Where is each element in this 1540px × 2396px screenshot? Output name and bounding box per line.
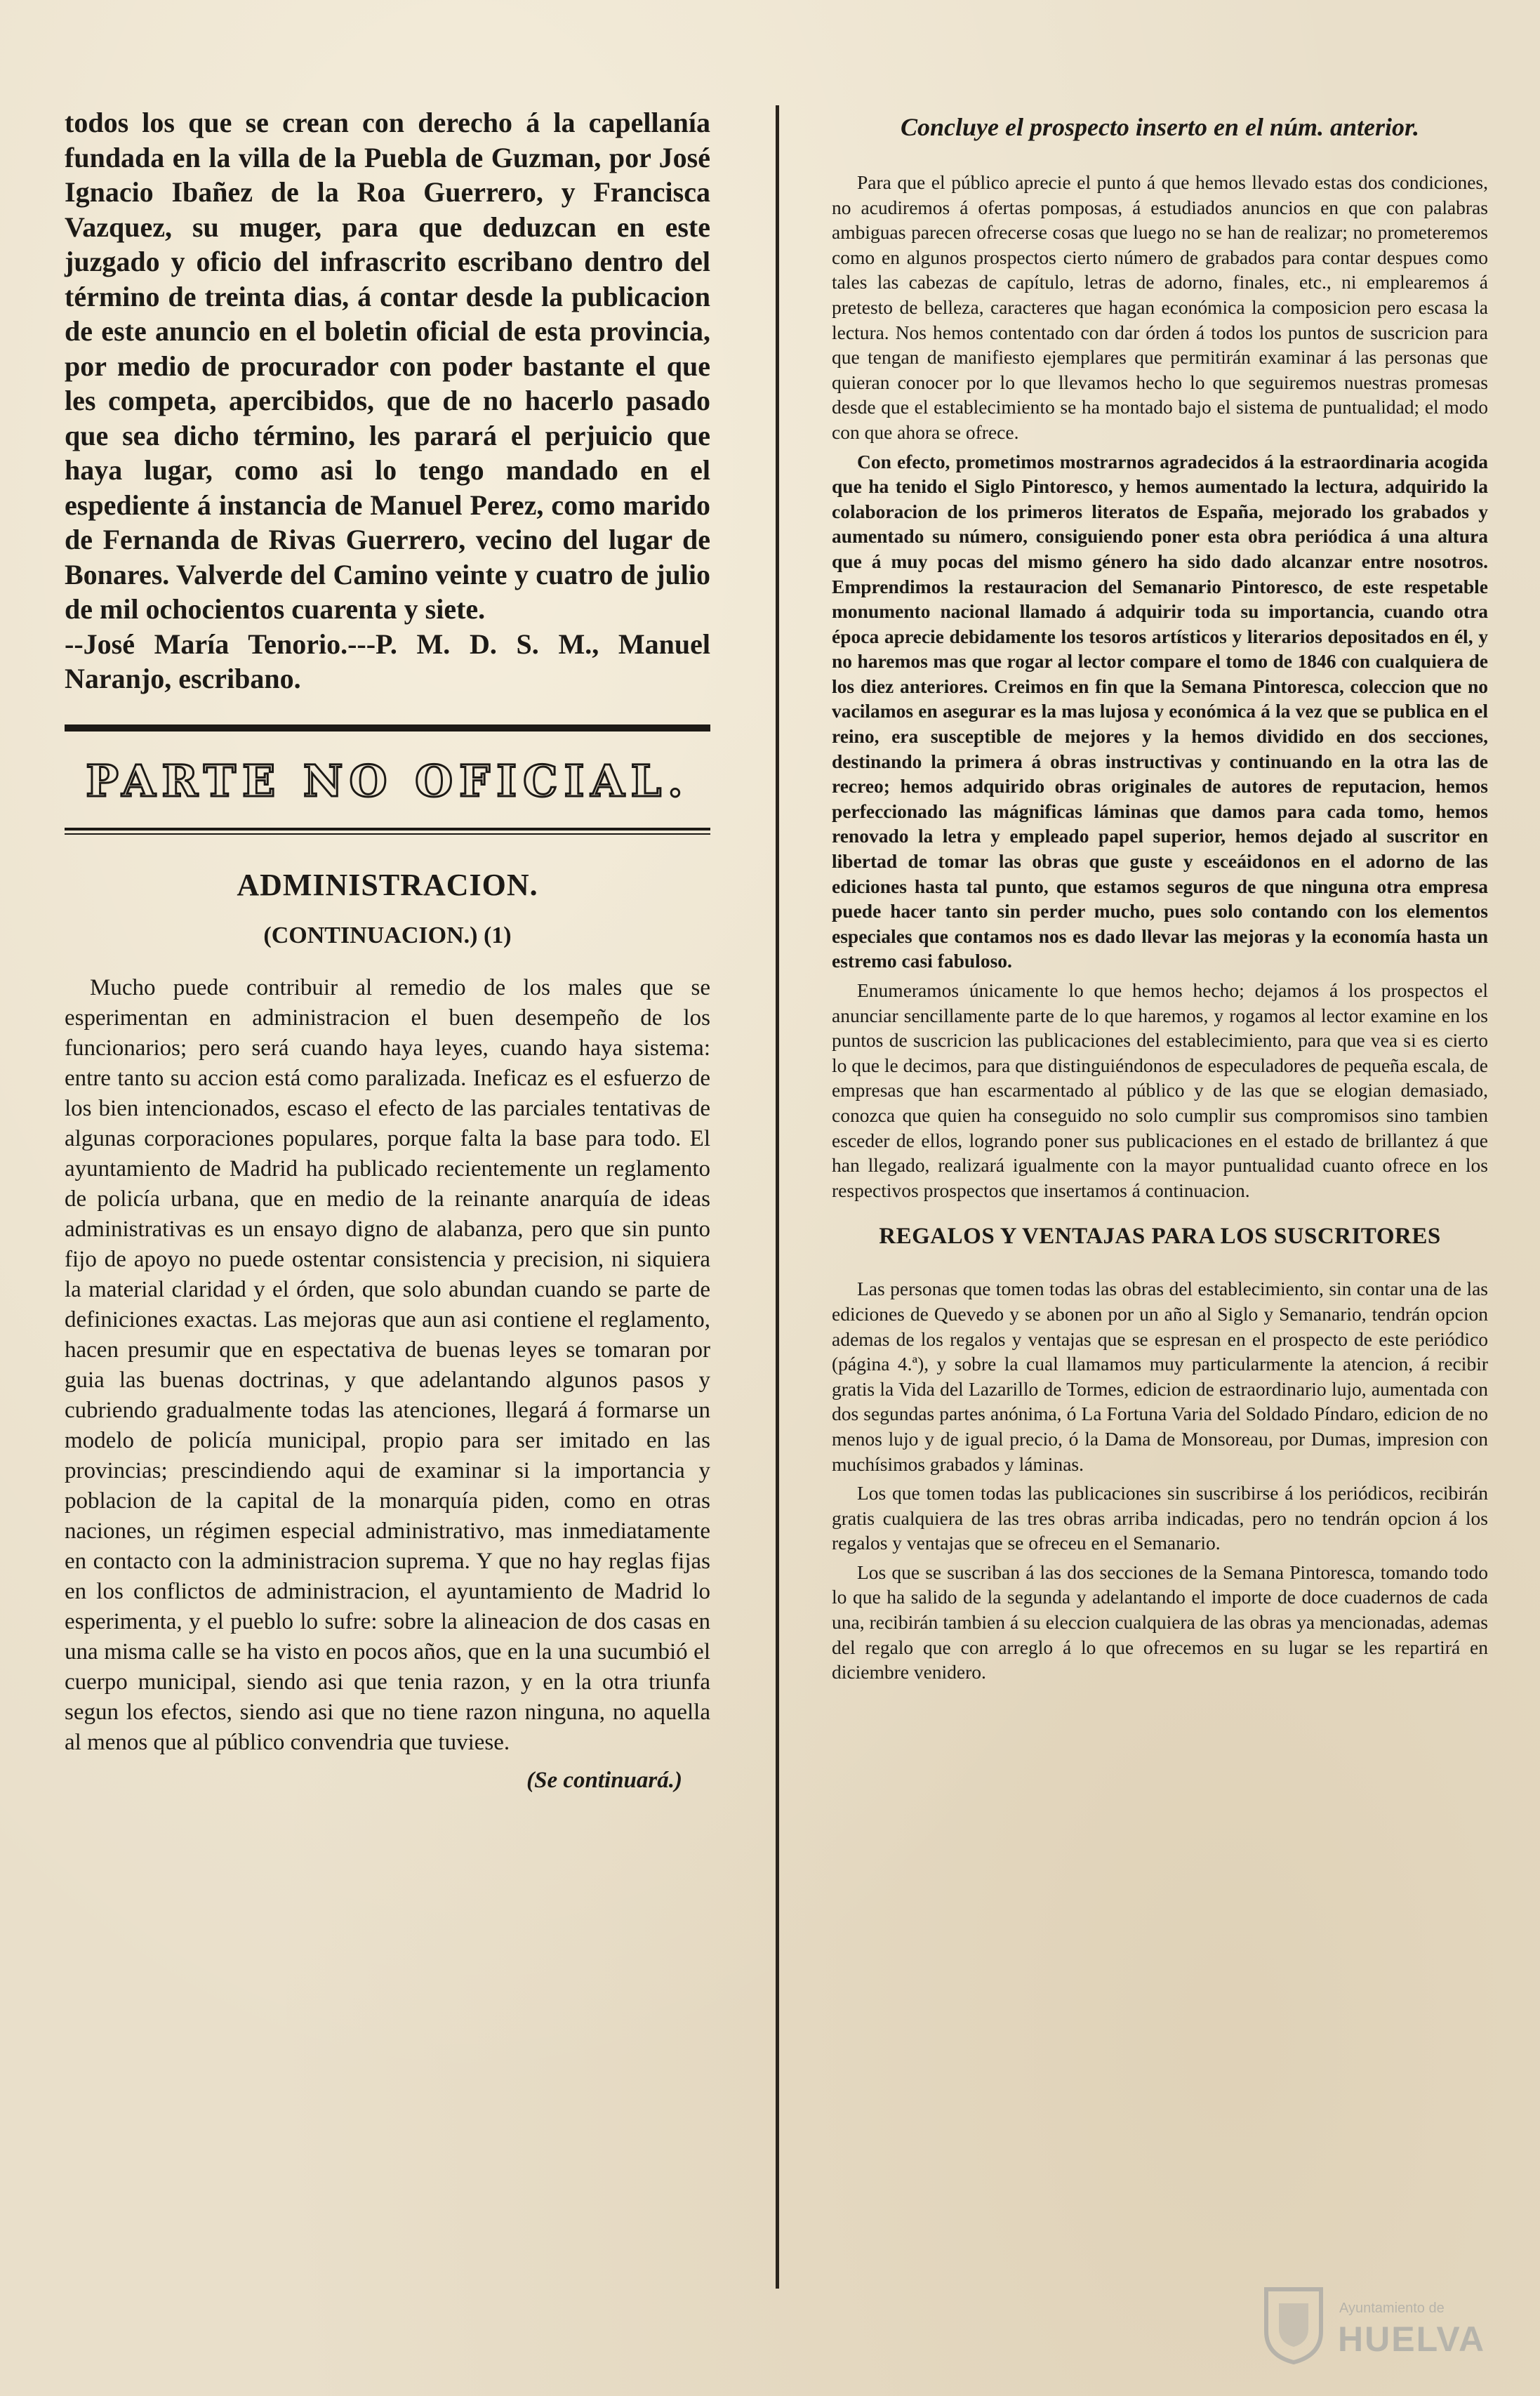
prospectus-paragraph: Las personas que tomen todas las obras del establecimiento, sin contar una de las ediciones de Quevedo y se abonen por un año al Siglo y Semanario, tendrán opcion ademas de los regalos y ventajas que se espresan en el prospecto de este periódico (página 4.ª), y sobre la cual llamamos muy particularmente la atencion, á recibir gratis la Vida del Lazarillo de Tormes, edicion de estraordinario lujo, aumentada con dos segundas partes anónima, ó La Fortuna Varia del Soldado Píndaro, edicion de no menos lujo y de igual precio, ó la Dama de Monsoreau, por Dumas, impresion con muchísimos grabados y láminas.: [832, 1278, 1488, 1475]
prospectus-paragraph: Los que se suscriban á las dos secciones de la Semana Pintoresca, tomando todo lo que ha salido de la segunda y adelantando el importe de doce cuadernos de cada una, recibirán tambien á su eleccion cualquiera de las obras ya mencionadas, ademas del regalo que con arreglo á lo que ofrecemos en su lugar se les repartirá en diciembre venidero.: [832, 1561, 1488, 1683]
regalos-title: REGALOS Y VENTAJAS PARA LOS SUSCRITORES: [879, 1224, 1441, 1250]
prospectus-heading: Concluye el prospecto inserto en el núm. anterior.: [900, 113, 1420, 141]
prospectus-paragraph: Con efecto, prometimos mostrarnos agradecidos á la estraordinaria acogida que ha tenido el Siglo Pintoresco, y hemos aumentado la lectura, adquirido la colaboracion de los primeros literatos de España, mejorado los grabados y aumentado su número, consiguiendo poner esta obra periódica á una altura que á muy pocas del mismo género ha sido dado alcanzar entre nosotros. Emprendimos la restauracion del Semanario Pintoresco, de este respetable monumento nacional llamado á adquirir toda su importancia, cuando otra época aprecie debidamente los tesoros artísticos y literarios depositados en él, y no haremos mas que rogar al lector compare el tomo de 1846 con cualquiera de los diez anteriores. Creimos en fin que la Semana Pintoresca, coleccion que no vacilamos en asegurar es la mas lujosa y económica á la vez que se publica en el reino, era susceptible de mejores y la hemos dividido en dos secciones, destinando la primera á obras instructivas y continuando en la otra las de recreo; hemos adquirido obras originales de autores de reputacion, hemos perfeccionado las mágnificas láminas que damos para cada tomo, hemos renovado la letra y empleado papel superior, hemos dejado al suscritor en libertad de tomar las obras que guste y esceáidonos en el adorno de las ediciones hasta tal punto, que estamos seguros de que ninguna otra empresa puede hacer tanto sin perder mucho, pues solo contando con los elementos especiales que contamos nos es dado llevar las mejoras y la economía hasta un estremo casi fabuloso.: [832, 450, 1488, 972]
watermark-city: HUELVA: [1338, 2319, 1486, 2359]
section-title: ADMINISTRACION.: [237, 867, 538, 902]
coat-of-arms-icon: [1261, 2282, 1327, 2365]
section-subtitle: (CONTINUACION.) (1): [263, 922, 512, 948]
notice-signature: --José María Tenorio.---P. M. D. S. M., Manuel Naranjo, escribano.: [65, 628, 710, 694]
parte-no-oficial-title: PARTE NO OFICIAL.: [86, 755, 689, 807]
huelva-watermark: [1261, 2270, 1499, 2368]
double-rule: [65, 828, 710, 835]
legal-notice: todos los que se crean con derecho á la capellanía fundada en la villa de la Puebla de Guzman, por José Ignacio Ibañez de la Roa Guerrero, y Francisca Vazquez, su muger, para que deduzcan en este juzgado y oficio del infrascrito escribano dentro del término de treinta dias, á contar desde la publicacion de este anuncio en el boletin oficial de esta provincia, por medio de procurador con poder bastante el que les competa, apercibidos, que de no hacerlo pasado que sea dicho término, les parará el perjuicio que haya lugar, como asi lo tengo mandado en el espediente á instancia de Manuel Perez, como marido de Fernanda de Rivas Guerrero, vecino del lugar de Bonares. Valverde del Camino veinte y cuatro de julio de mil ochocientos cuarenta y siete.: [65, 107, 710, 625]
left-column: [65, 105, 710, 1794]
continue-note: (Se continuará.): [526, 1767, 682, 1793]
prospectus-paragraph: Enumeramos únicamente lo que hemos hecho; dejamos á los prospectos el anunciar sencillamente parte de lo que haremos, y rogamos al lector examine en los puntos de suscricion las publicaciones del establecimiento, para que vea si es cierto lo que le decimos, para que distinguiéndonos de especuladores de pequeña escala, de empresas que han escarmentado al público y de las que se elogian demasiado, conozca que quien ha conseguido no solo cumplir sus compromisos sino tambien esceder de ellos, logrando poner sus publicaciones en el estado de brillantez á que han llegado, realizará igualmente con la mayor puntualidad cuanto ofrece en los respectivos prospectos que insertamos á continuacion.: [832, 979, 1488, 1201]
prospectus-paragraph: Los que tomen todas las publicaciones sin suscribirse á los periódicos, recibirán gratis cualquiera de las tres obras arriba indicadas, pero no tendrán opcion á los regalos y ventajas que se ofreceu en el Semanario.: [832, 1482, 1488, 1554]
section-rule: [65, 724, 710, 732]
right-column: [832, 105, 1488, 1689]
prospectus-paragraph: Para que el público aprecie el punto á que hemos llevado estas dos condiciones, no acudiremos á ofertas pomposas, á estudiados anuncios en que con palabras ambiguas parecen ofrecerse cosas que luego no se han de realizar; no prometeremos como en algunos prospectos cierto número de grabados para contar despues como tales las cabezas de capítulo, letras de adorno, finales, etc., ni emplearemos á pretesto de belleza, caracteres que hagan económica la composicion pero escasa la lectura. Nos hemos contentado con dar órden á todos los puntos de suscricion para que tengan de manifiesto ejemplares que permitirán examinar á las personas que quieran conocer por lo que llevamos hecho lo que seguiremos nuestras promesas desde que el establecimiento se ha montado bajo el sistema de puntualidad; el modo con que ahora se ofrece.: [832, 171, 1488, 443]
column-divider: [776, 105, 779, 2289]
article-body: Mucho puede contribuir al remedio de los males que se esperimentan en administracion el buen desempeño de los funcionarios; pero será cuando haya leyes, cuando haya sistema: entre tanto su accion está como paralizada. Ineficaz es el esfuerzo de los bien intencionados, escaso el efecto de las parciales tentativas de algunas corporaciones populares, porque falta la base para todo. El ayuntamiento de Madrid ha publicado recientemente un reglamento de policía urbana, que en medio de la reinante anarquía de ideas administrativas es un ensayo digno de alabanza, pero que sin punto fijo de apoyo no puede ostentar consistencia y precision, ni siquiera la material claridad y el órden, que solo abundan cuando se parte de definiciones exactas. Las mejoras que aun asi contiene el reglamento, hacen presumir que en espectativa de buenas leyes se tomaran por guia las buenas doctrinas, y que adelantando algunos pasos y cubriendo gradualmente todas las atenciones, llegará á formarse un modelo de policía municipal, propio para ser imitado en las provincias; prescindiendo aqui de examinar si la importancia y poblacion de la capital de la monarquía piden, como en otras naciones, un régimen especial administrativo, mas inmediatamente en contacto con la administracion suprema. Y que no hay reglas fijas en los conflictos de administracion, el ayuntamiento de Madrid lo esperimenta, y el pueblo lo sufre: sobre la alineacion de dos casas en una misma calle se ha visto en pocos años, que en la una sucumbió el cuerpo municipal, siendo asi que tenia razon, y en la otra triunfa segun los efectos, siendo asi que no tiene razon ninguna, no aquella al menos que al público convendria que tuviese.: [65, 974, 710, 1755]
watermark-small-text: Ayuntamiento de: [1339, 2301, 1445, 2316]
